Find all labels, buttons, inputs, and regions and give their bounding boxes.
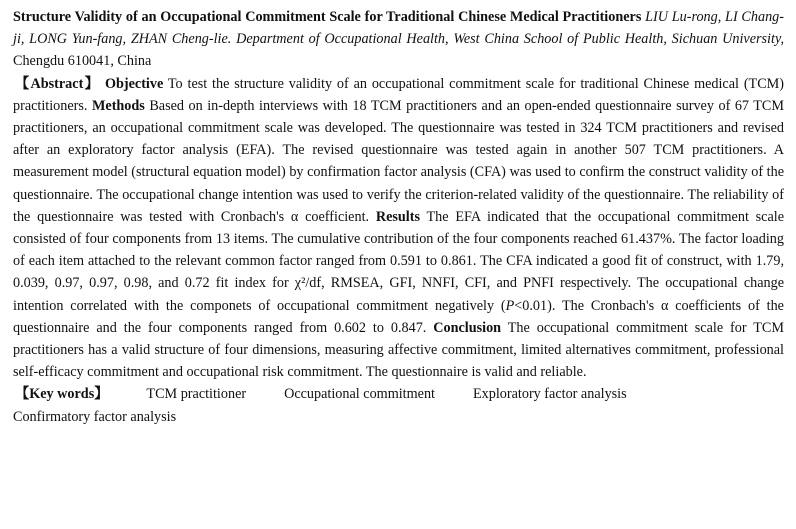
methods-text: Based on in-depth interviews with 18 TCM practitioners and an open-ended questionnaire survey of 67 TCM practitioners, an occupational commitment scale was developed. The questionnaire was tested in 324 TCM practitioners and revised after an exploratory factor analysis (EFA). The revised questionnaire was tested again in another 507 TCM practitioners. A measurement model (structural equation model) by confirmation factor analysis (CFA) was used to confirm the construct validity of the questionnaire. The occupational change intention was used to verify the criterion-related validity of the questionnaire. The reliability of the questionnaire was tested with Cronbach's α coefficient. [13, 97, 785, 225]
objective-label: Objective [104, 75, 164, 92]
keyword-item: Exploratory factor analysis [473, 386, 627, 403]
conclusion-label: Conclusion [433, 319, 502, 336]
keyword-item: Confirmatory factor analysis [13, 408, 177, 425]
conclusion-text: The occupational commitment scale for TCM practitioners has a valid structure of four dimensions, measuring affective commitment, limited alternatives commitment, professional self-efficacy commitment and occupational risk commitment. The questionnaire is valid and reliable. [13, 319, 784, 381]
keyword-item: TCM practitioner [146, 386, 247, 403]
location: Chengdu 610041, China [13, 53, 152, 70]
paper-title: Structure Validity of an Occupational Commitment Scale for Traditional Chinese Medical Practitioners [13, 9, 642, 25]
keywords-row [13, 383, 784, 405]
results-text-1: The EFA indicated that the occupational commitment scale consisted of four components from 13 items. The cumulative contribution of the four components reached 61.437%. The factor loading of each item attached to the relevant common factor ranged from 0.591 to 0.861. The CFA indicated a good fit of construct, with 1.79, 0.039, 0.97, 0.97, 0.98, and 0.72 fit index for χ²/df, RMSEA, GFI, NNFI, CFI, and PNFI respectively. The occupational change intention correlated with the componets of occupational commitment negatively ( [13, 208, 785, 314]
abstract-label: 【Abstract】 [15, 75, 101, 92]
results-text-2: <0.01). The Cronbach's α coefficients of the questionnaire and the four components ranged from 0.602 to 0.847. [13, 297, 784, 336]
header-block [13, 6, 784, 73]
results-label: Results [375, 208, 420, 225]
keywords-row-continued [13, 406, 784, 428]
p-value-symbol: P [505, 297, 515, 314]
keywords-label: 【Key words】 [15, 386, 109, 403]
abstract-paragraph [13, 73, 784, 384]
author-list: LIU Lu-rong, LI Chang-ji, LONG Yun-fang, ZHAN Cheng-lie. [13, 9, 784, 48]
methods-label: Methods [92, 97, 145, 114]
affiliation: Department of Occupational Health, West China School of Public Health, Sichuan University, [236, 31, 785, 48]
keyword-item: Occupational commitment [284, 386, 435, 403]
objective-text: To test the structure validity of an occupational commitment scale for traditional Chinese medical (TCM) practitioners. [13, 75, 785, 114]
